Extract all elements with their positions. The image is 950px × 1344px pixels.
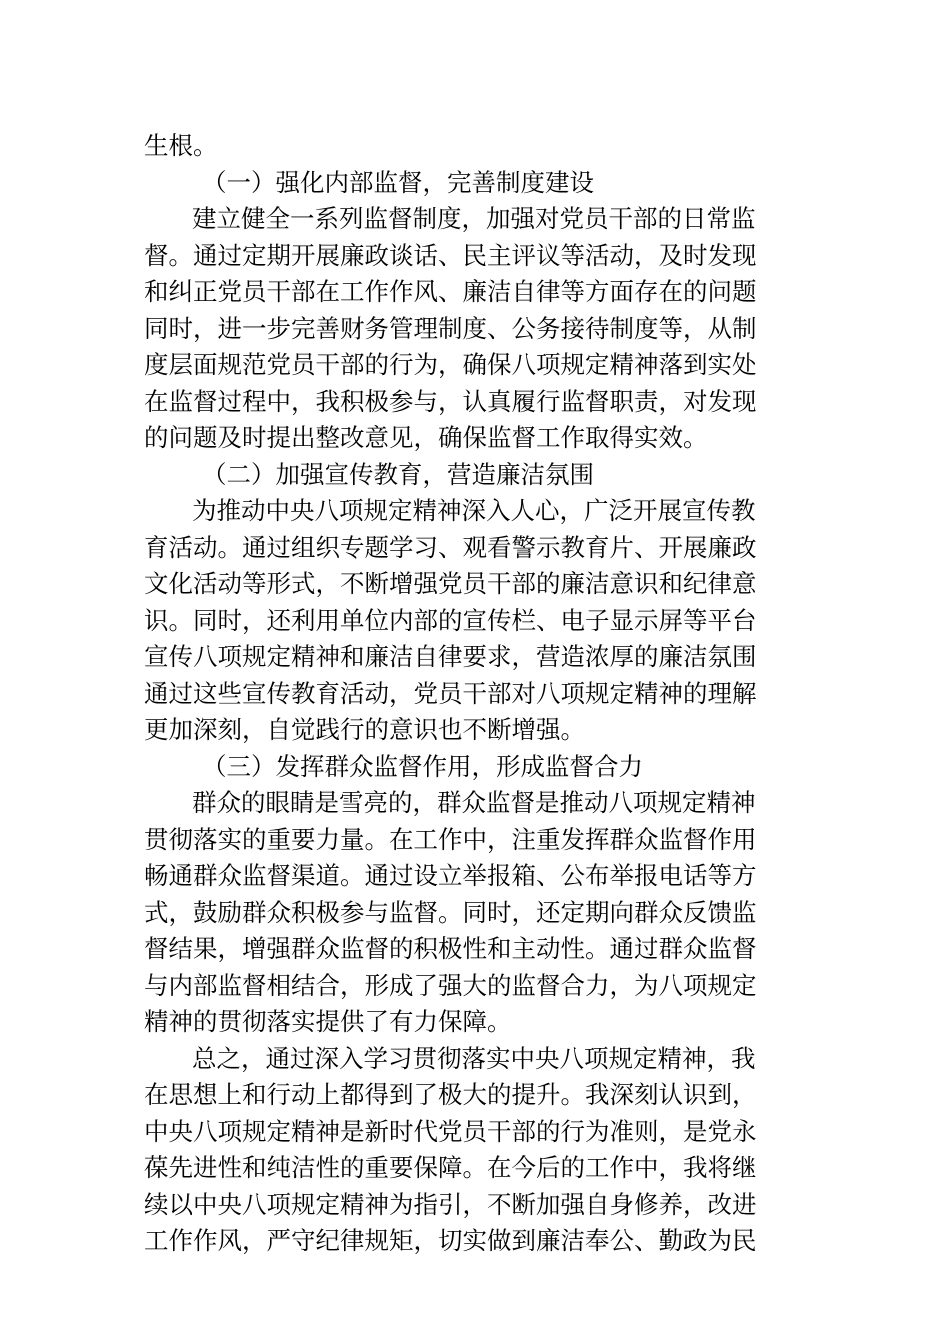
text-line: 生根。	[144, 131, 218, 160]
text-line: 群众的眼睛是雪亮的，群众监督是推动八项规定精神	[192, 788, 756, 817]
text-line: 通过这些宣传教育活动，党员干部对八项规定精神的理解	[144, 678, 757, 708]
text-line: 度层面规范党员干部的行为，确保八项规定精神落到实处	[144, 350, 757, 379]
text-line: 畅通群众监督渠道。通过设立举报箱、公布举报电话等方	[144, 861, 757, 890]
text-line: 续以中央八项规定精神为指引，不断加强自身修养，改进	[144, 1189, 757, 1219]
section-heading: （二）加强宣传教育，营造廉洁氛围	[202, 459, 594, 489]
text-line: 同时，进一步完善财务管理制度、公务接待制度等，从制	[144, 313, 757, 343]
text-line: 督结果，增强群众监督的积极性和主动性。通过群众监督	[144, 934, 757, 963]
text-line: 为推动中央八项规定精神深入人心，广泛开展宣传教	[192, 496, 756, 525]
section-heading: （三）发挥群众监督作用，形成监督合力	[202, 751, 643, 781]
text-line: 的问题及时提出整改意见，确保监督工作取得实效。	[144, 423, 708, 452]
text-line: 葆先进性和纯洁性的重要保障。在今后的工作中，我将继	[144, 1153, 757, 1182]
text-line: 精神的贯彻落实提供了有力保障。	[144, 1007, 512, 1036]
text-line: 中央八项规定精神是新时代党员干部的行为准则，是党永	[144, 1116, 757, 1146]
text-line: 工作作风，严守纪律规矩，切实做到廉洁奉公、勤政为民	[144, 1226, 757, 1255]
text-line: 式，鼓励群众积极参与监督。同时，还定期向群众反馈监	[144, 897, 757, 927]
text-line: 更加深刻，自觉践行的意识也不断增强。	[144, 715, 585, 744]
text-line: 督。通过定期开展廉政谈话、民主评议等活动，及时发现	[144, 240, 757, 270]
text-line: 宣传八项规定精神和廉洁自律要求，营造浓厚的廉洁氛围	[144, 642, 757, 671]
text-line: 贯彻落实的重要力量。在工作中，注重发挥群众监督作用	[144, 824, 757, 854]
text-line: 建立健全一系列监督制度，加强对党员干部的日常监	[192, 204, 756, 233]
text-line: 在思想上和行动上都得到了极大的提升。我深刻认识到，	[144, 1080, 757, 1109]
text-line: 文化活动等形式，不断增强党员干部的廉洁意识和纪律意	[144, 569, 757, 598]
text-line: 育活动。通过组织专题学习、观看警示教育片、开展廉政	[144, 532, 757, 562]
document-body	[144, 128, 808, 1260]
text-line: 识。同时，还利用单位内部的宣传栏、电子显示屏等平台	[144, 605, 757, 635]
text-line: 和纠正党员干部在工作作风、廉洁自律等方面存在的问题	[144, 277, 757, 306]
text-line: 总之，通过深入学习贯彻落实中央八项规定精神，我	[192, 1043, 756, 1073]
text-line: 在监督过程中，我积极参与，认真履行监督职责，对发现	[144, 386, 757, 416]
section-heading: （一）强化内部监督，完善制度建设	[202, 167, 594, 197]
text-line: 与内部监督相结合，形成了强大的监督合力，为八项规定	[144, 970, 757, 1000]
